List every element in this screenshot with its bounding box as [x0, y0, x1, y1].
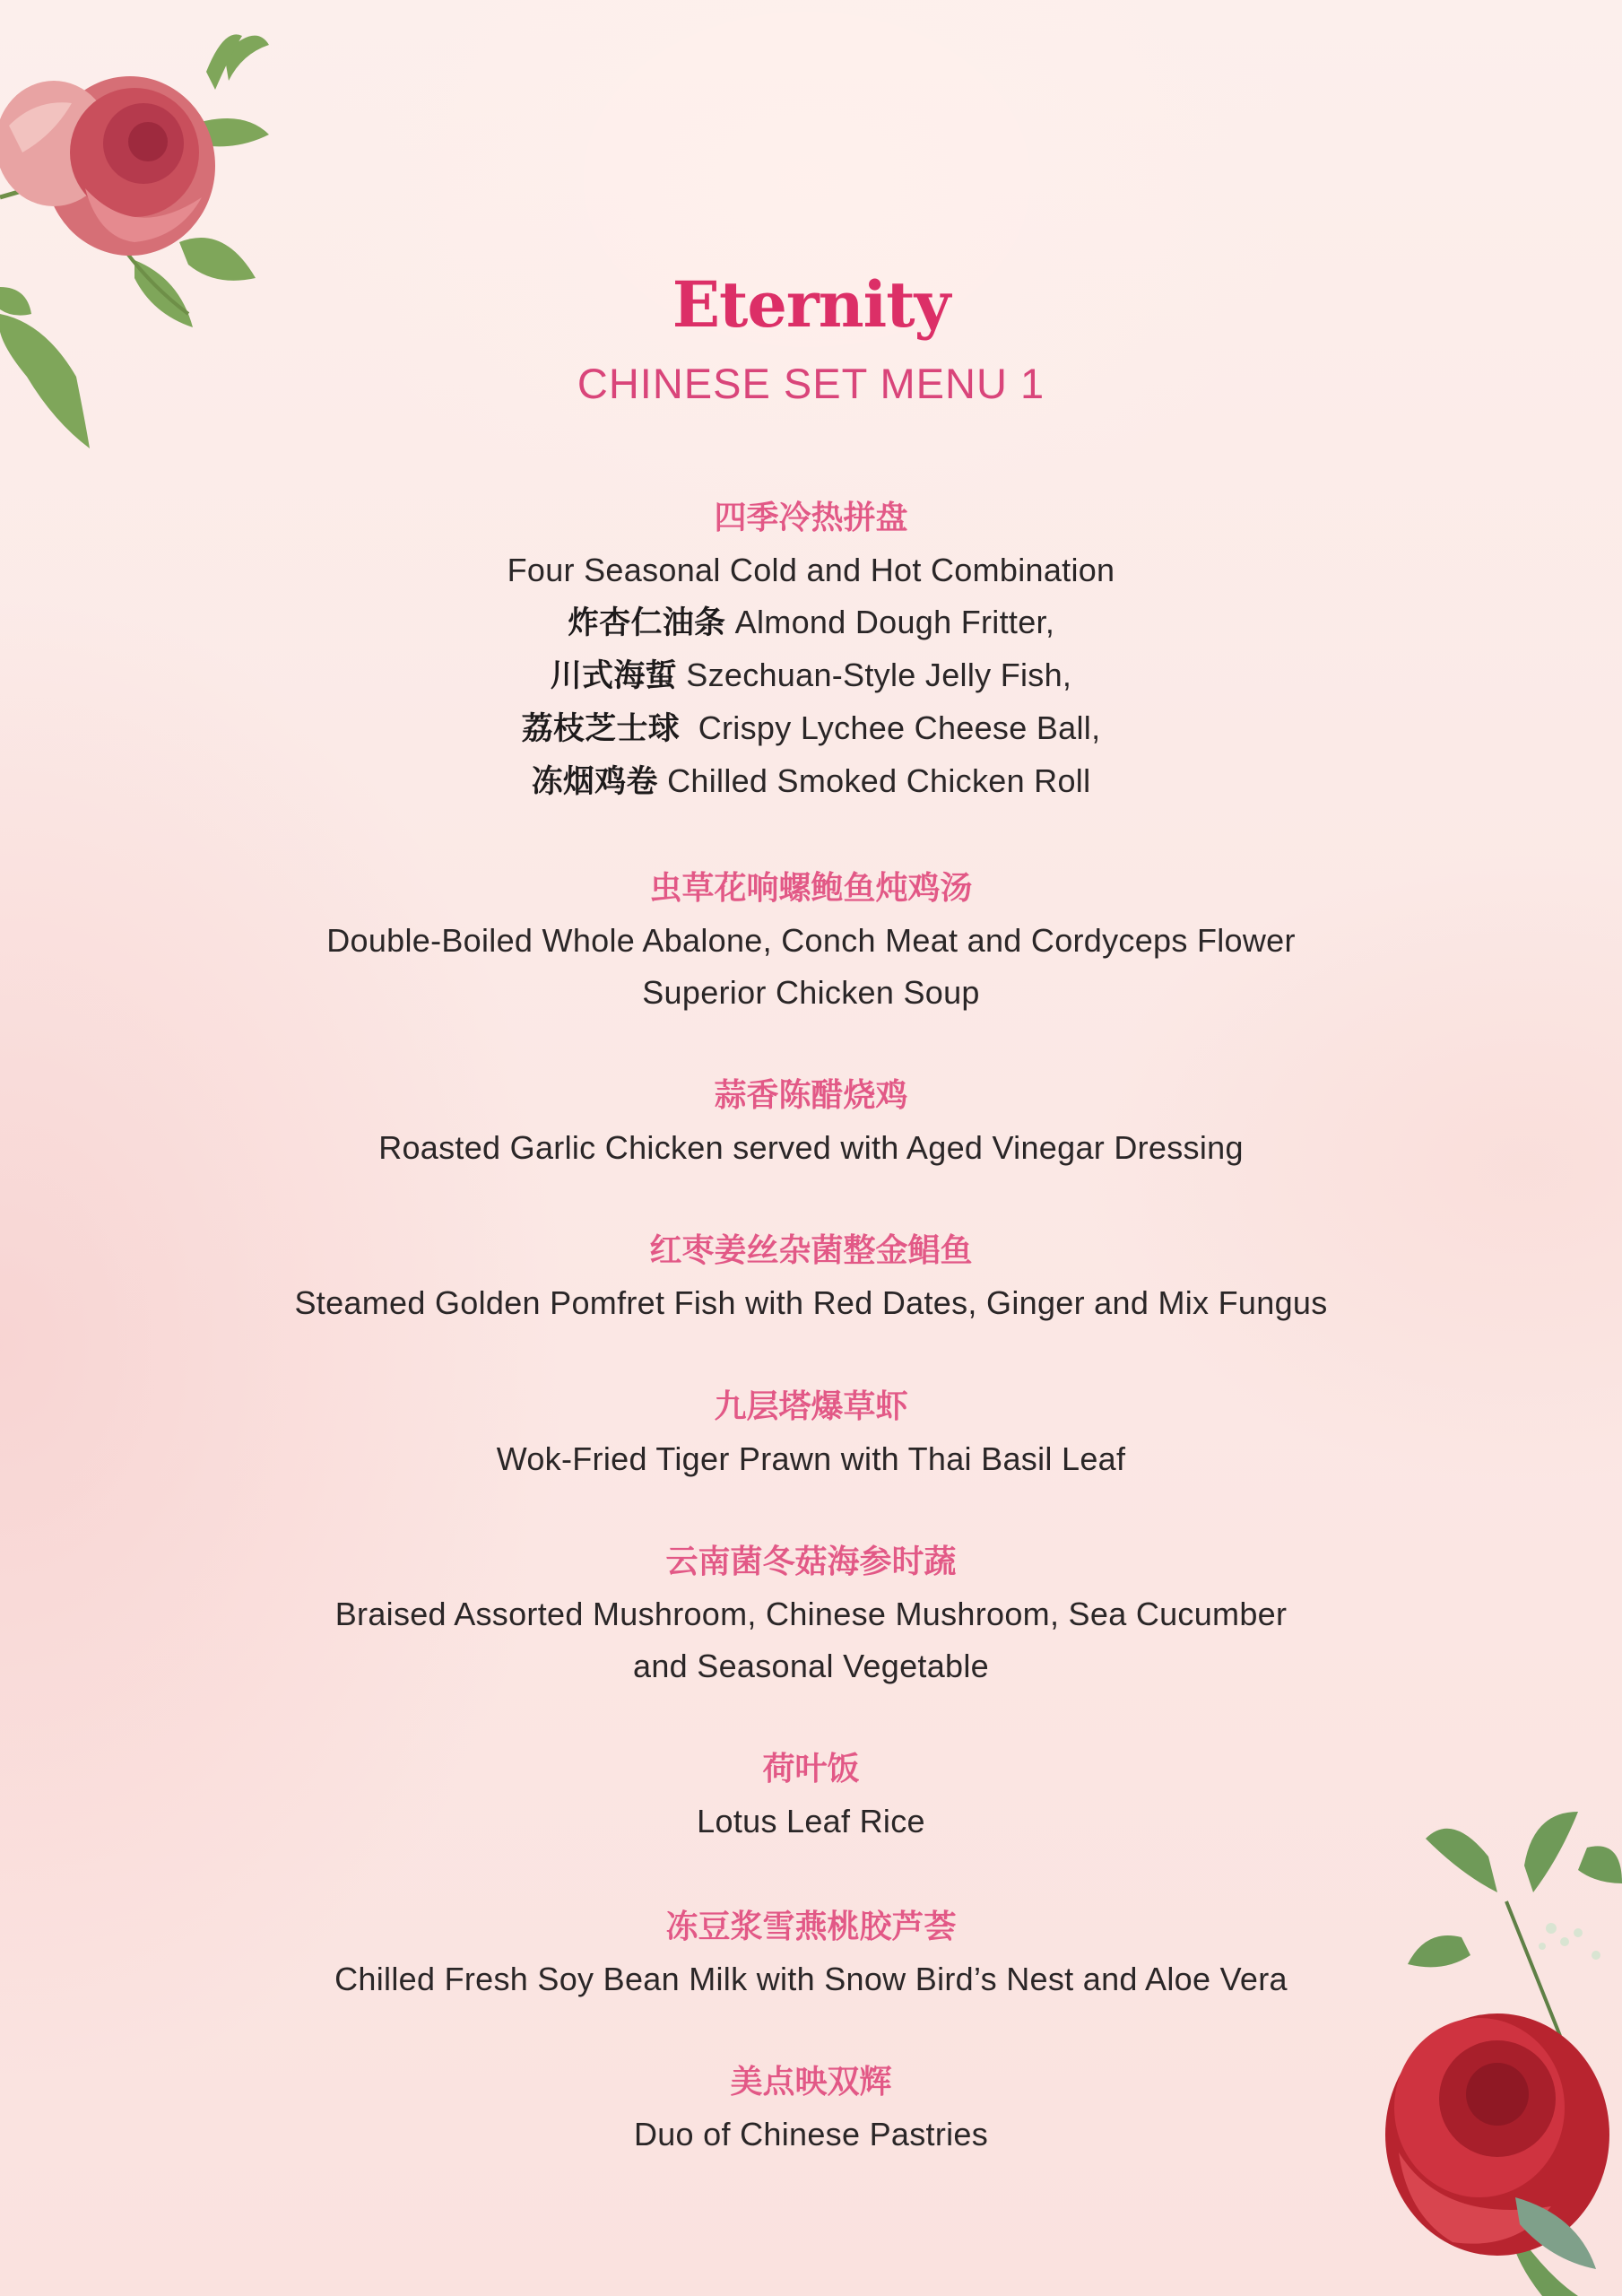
item-chinese-name: 冻烟鸡卷: [531, 764, 658, 800]
course-english-line: Lotus Leaf Rice: [697, 1803, 925, 1839]
item-chinese-name: 炸杏仁油条: [567, 605, 726, 641]
item-english-name: Almond Dough Fritter,: [725, 604, 1055, 640]
course-3: [0, 1070, 1622, 1174]
item-chinese-name: 荔枝芝士球: [521, 711, 681, 747]
menu-subtitle: CHINESE SET MENU 1: [577, 360, 1045, 407]
combination-item: [0, 702, 1622, 755]
combination-item: [0, 649, 1622, 702]
course-4: [0, 1225, 1622, 1329]
course-6: [0, 1536, 1622, 1692]
course-1: [0, 492, 1622, 808]
course-english-line: Duo of Chinese Pastries: [633, 2116, 989, 2152]
course-english-line: Wok-Fried Tiger Prawn with Thai Basil Leaf: [496, 1440, 1126, 1477]
course-english-line: Double-Boiled Whole Abalone, Conch Meat and Cordyceps Flower: [326, 922, 1296, 959]
course-english-line: Steamed Golden Pomfret Fish with Red Dates, Ginger and Mix Fungus: [294, 1284, 1328, 1321]
course-chinese-name: 云南菌冬菇海参时蔬: [665, 1544, 957, 1580]
course-chinese-name: 蒜香陈醋烧鸡: [714, 1077, 908, 1114]
course-chinese-name: 红枣姜丝杂菌整金鲳鱼: [649, 1232, 973, 1269]
course-english-line: Roasted Garlic Chicken served with Aged Vinegar Dressing: [378, 1129, 1244, 1166]
course-chinese-name: 九层塔爆草虾: [714, 1388, 908, 1425]
course-english-line: Chilled Fresh Soy Bean Milk with Snow Bird’s Nest and Aloe Vera: [334, 1961, 1288, 1997]
course-chinese-name: 冻豆浆雪燕桃胶芦荟: [665, 1909, 957, 1945]
course-english-line: and Seasonal Vegetable: [633, 1648, 989, 1684]
course-8: [0, 1901, 1622, 2005]
course-chinese-name: 四季冷热拼盘: [714, 500, 908, 536]
rose-illustration-bottom-right: [1372, 1812, 1622, 2296]
course-english-name: Four Seasonal Cold and Hot Combination: [507, 552, 1115, 588]
item-english-name: Szechuan-Style Jelly Fish,: [676, 657, 1072, 693]
course-english-line: Braised Assorted Mushroom, Chinese Mushroom, Sea Cucumber: [334, 1596, 1288, 1632]
combination-item: [0, 596, 1622, 649]
course-7: [0, 1744, 1622, 1848]
course-5: [0, 1381, 1622, 1485]
course-english-line: Superior Chicken Soup: [642, 974, 980, 1011]
course-2: [0, 863, 1622, 1019]
brand-title: Eternity: [672, 267, 950, 342]
course-chinese-name: 虫草花响螺鲍鱼炖鸡汤: [649, 870, 973, 907]
course-9: [0, 2057, 1622, 2161]
item-english-name: Crispy Lychee Cheese Ball,: [680, 709, 1101, 746]
item-chinese-name: 川式海蜇: [550, 658, 677, 694]
course-chinese-name: 美点映双辉: [730, 2064, 892, 2100]
course-chinese-name: 荷叶饭: [762, 1751, 860, 1787]
combination-item: [0, 755, 1622, 808]
item-english-name: Chilled Smoked Chicken Roll: [657, 762, 1091, 799]
